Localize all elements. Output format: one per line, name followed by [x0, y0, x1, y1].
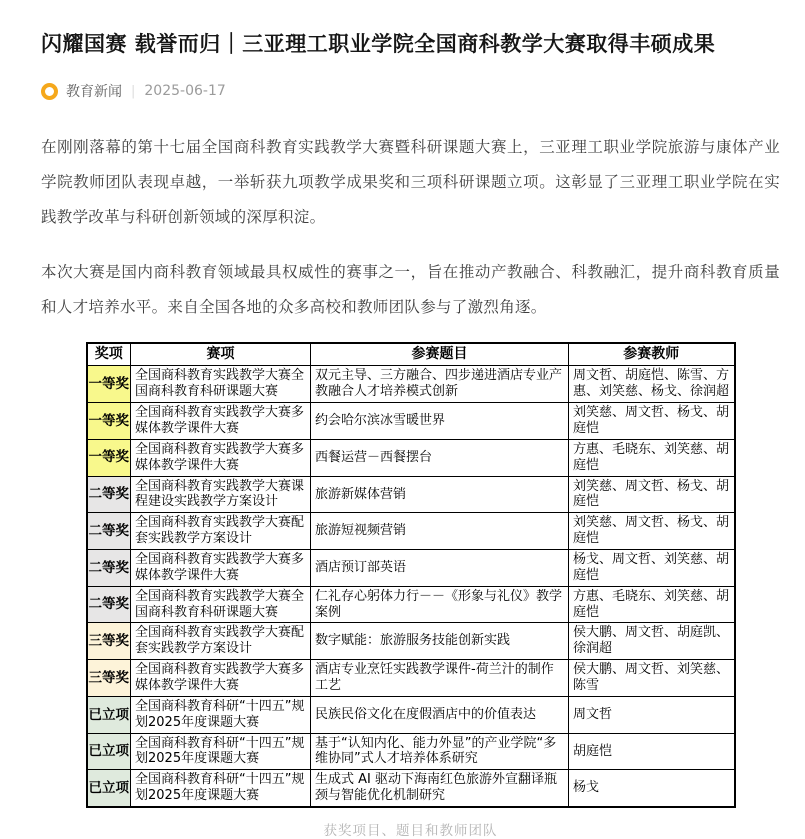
header-teachers: 参赛教师 [569, 343, 735, 366]
event-cell: 全国商科教育实践教学大赛多媒体教学课件大赛 [131, 403, 311, 440]
event-cell: 全国商科教育实践教学大赛多媒体教学课件大赛 [131, 660, 311, 697]
award-cell: 一等奖 [87, 366, 131, 403]
award-cell: 二等奖 [87, 586, 131, 623]
award-cell: 已立项 [87, 733, 131, 770]
topic-cell: 基于“认知内化、能力外显”的产业学院“多维协同”式人才培养体系研究 [311, 733, 569, 770]
teachers-cell: 刘笑慈、周文哲、杨戈、胡庭恺 [569, 476, 735, 513]
award-cell: 已立项 [87, 696, 131, 733]
table-row [87, 770, 735, 807]
results-table [86, 342, 736, 808]
teachers-cell: 周文哲、胡庭恺、陈雪、方惠、刘笑慈、杨戈、徐润超 [569, 366, 735, 403]
topic-cell: 仁礼存心躬体力行－－《形象与礼仪》教学案例 [311, 586, 569, 623]
teachers-cell: 胡庭恺 [569, 733, 735, 770]
table-row [87, 696, 735, 733]
table-caption: 获奖项目、题目和教师团队 [323, 823, 498, 839]
teachers-cell: 方惠、毛晓东、刘笑慈、胡庭恺 [569, 439, 735, 476]
topic-cell: 双元主导、三方融合、四步递进酒店专业产教融合人才培养模式创新 [311, 366, 569, 403]
topic-cell: 西餐运营－西餐摆台 [311, 439, 569, 476]
award-cell: 已立项 [87, 770, 131, 807]
event-cell: 全国商科教育实践教学大赛多媒体教学课件大赛 [131, 550, 311, 587]
teachers-cell: 刘笑慈、周文哲、杨戈、胡庭恺 [569, 513, 735, 550]
event-cell: 全国商科教育实践教学大赛多媒体教学课件大赛 [131, 439, 311, 476]
teachers-cell: 刘笑慈、周文哲、杨戈、胡庭恺 [569, 403, 735, 440]
table-row [87, 623, 735, 660]
award-cell: 二等奖 [87, 550, 131, 587]
event-cell: 全国商科教育科研“十四五”规划2025年度课题大赛 [131, 733, 311, 770]
table-row [87, 660, 735, 697]
teachers-cell: 侯大鹏、周文哲、刘笑慈、陈雪 [569, 660, 735, 697]
header-event: 赛项 [131, 343, 311, 366]
event-cell: 全国商科教育实践教学大赛配套实践教学方案设计 [131, 623, 311, 660]
award-cell: 一等奖 [87, 403, 131, 440]
topic-cell: 旅游新媒体营销 [311, 476, 569, 513]
header-award: 奖项 [87, 343, 131, 366]
results-table-body [87, 366, 735, 807]
teachers-cell: 杨戈 [569, 770, 735, 807]
table-row [87, 513, 735, 550]
topic-cell: 酒店预订部英语 [311, 550, 569, 587]
topic-cell: 酒店专业烹饪实践教学课件-荷兰汁的制作工艺 [311, 660, 569, 697]
byline-separator: | [131, 83, 136, 99]
event-cell: 全国商科教育实践教学大赛全国商科教育科研课题大赛 [131, 366, 311, 403]
event-cell: 全国商科教育科研“十四五”规划2025年度课题大赛 [131, 770, 311, 807]
source-logo-icon [41, 83, 58, 100]
award-cell: 二等奖 [87, 513, 131, 550]
teachers-cell: 侯大鹏、周文哲、胡庭凯、徐润超 [569, 623, 735, 660]
event-cell: 全国商科教育实践教学大赛配套实践教学方案设计 [131, 513, 311, 550]
award-cell: 一等奖 [87, 439, 131, 476]
award-cell: 三等奖 [87, 623, 131, 660]
event-cell: 全国商科教育实践教学大赛全国商科教育科研课题大赛 [131, 586, 311, 623]
source-name: 教育新闻 [66, 84, 122, 101]
paragraph-1: 在刚刚落幕的第十七届全国商科教育实践教学大赛暨科研课题大赛上，三亚理工职业学院旅游与康体产业学院教师团队表现卓越，一举斩获九项教学成果奖和三项科研课题立项。这彰显了三亚理工职业学院在实践教学改革与科研创新领域的深厚积淀。 [41, 138, 780, 227]
header-topic: 参赛题目 [311, 343, 569, 366]
table-row [87, 733, 735, 770]
teachers-cell: 杨戈、周文哲、刘笑慈、胡庭恺 [569, 550, 735, 587]
topic-cell: 旅游短视频营销 [311, 513, 569, 550]
topic-cell: 生成式 AI 驱动下海南红色旅游外宣翻译瓶颈与智能优化机制研究 [311, 770, 569, 807]
table-header-row [87, 343, 735, 366]
event-cell: 全国商科教育科研“十四五”规划2025年度课题大赛 [131, 696, 311, 733]
table-row [87, 476, 735, 513]
teachers-cell: 周文哲 [569, 696, 735, 733]
table-row [87, 403, 735, 440]
topic-cell: 约会哈尔滨冰雪暖世界 [311, 403, 569, 440]
paragraph-2: 本次大赛是国内商科教育领域最具权威性的赛事之一，旨在推动产教融合、科教融汇，提升商科教育质量和人才培养水平。来自全国各地的众多高校和教师团队参与了激烈角逐。 [41, 263, 780, 317]
event-cell: 全国商科教育实践教学大赛课程建设实践教学方案设计 [131, 476, 311, 513]
award-cell: 二等奖 [87, 476, 131, 513]
byline [41, 81, 780, 101]
page-title: 闪耀国赛 载誉而归｜三亚理工职业学院全国商科教学大赛取得丰硕成果 [41, 32, 716, 56]
table-row [87, 366, 735, 403]
award-cell: 三等奖 [87, 660, 131, 697]
teachers-cell: 方惠、毛晓东、刘笑慈、胡庭恺 [569, 586, 735, 623]
topic-cell: 数字赋能：旅游服务技能创新实践 [311, 623, 569, 660]
publish-date: 2025-06-17 [144, 83, 226, 100]
table-row [87, 586, 735, 623]
table-row [87, 550, 735, 587]
table-row [87, 439, 735, 476]
topic-cell: 民族民俗文化在度假酒店中的价值表达 [311, 696, 569, 733]
